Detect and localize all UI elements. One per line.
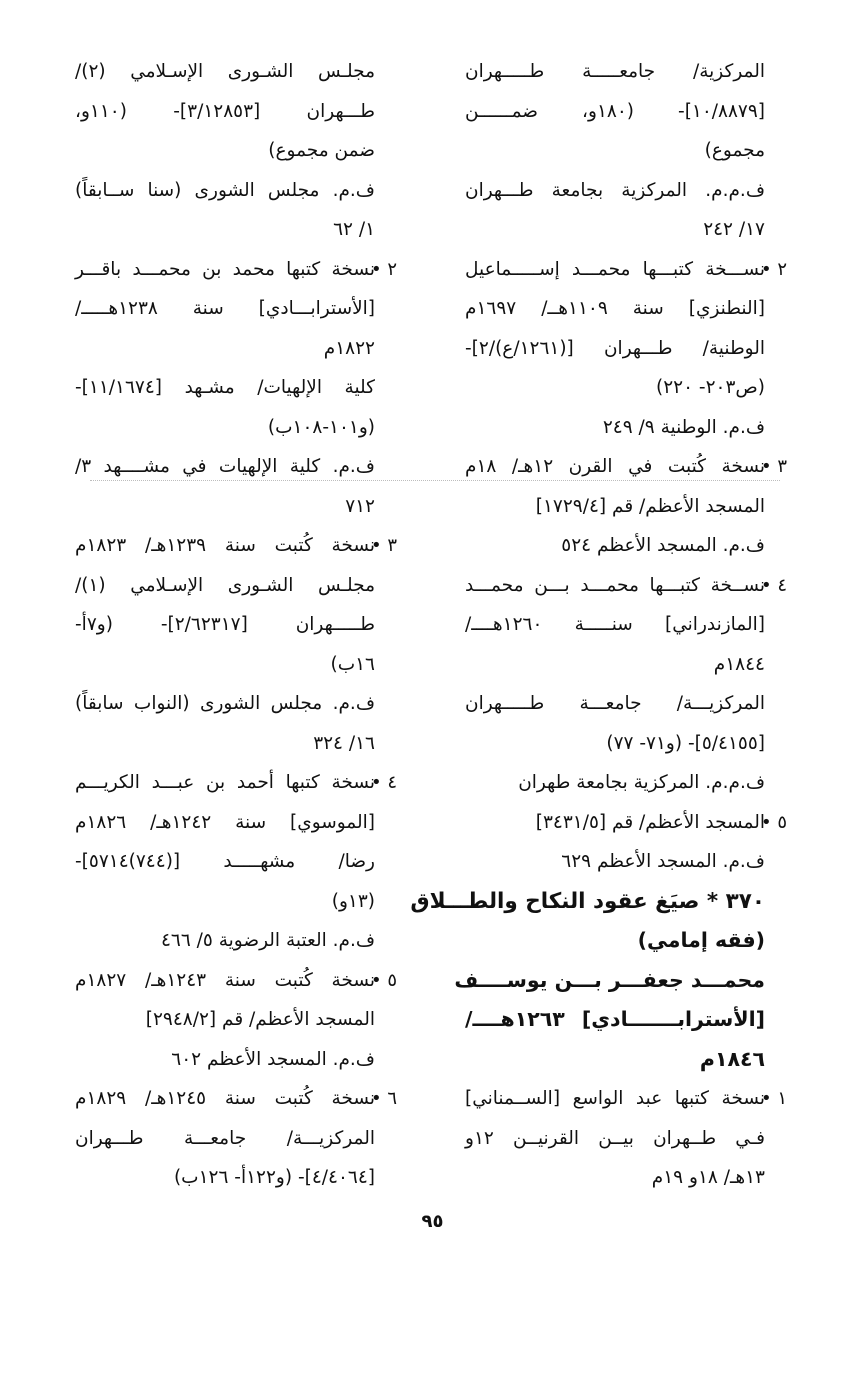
line-text: المركزيـــة/ جامعـــة طـــــهران (465, 693, 765, 714)
line-text: نسخة كُتبت في القرن ١٢هـ/ ١٨م (465, 456, 765, 477)
line-text: [الأسترابـــــــادي] ١٢٦٣هــــ/ (465, 1007, 765, 1031)
text-line (75, 92, 375, 132)
text-line (465, 408, 765, 448)
line-text: ٧١٢ (345, 495, 375, 517)
text-line (75, 1158, 375, 1198)
line-text: (١٣و) (331, 890, 375, 912)
text-line (465, 52, 765, 92)
line-text: مجلـس الشـورى الإسـلامي (٢)/ (75, 61, 375, 82)
entry-number: ٣ • (760, 456, 787, 477)
line-text: [٤/٤٠٦٤]- (و١٢٢أ- ١٢٦ب) (173, 1167, 375, 1188)
text-line (75, 447, 375, 487)
text-line (410, 882, 765, 922)
entry-number: ١ • (760, 1088, 787, 1109)
text-line (465, 250, 787, 290)
text-line (75, 210, 375, 250)
text-line (465, 605, 765, 645)
left-column (75, 52, 397, 1198)
line-text: المركزية/ جامعـــــة طـــــهران (465, 61, 765, 82)
text-line (75, 487, 375, 527)
text-line (465, 803, 787, 843)
text-line (75, 408, 375, 448)
line-text: (و١٠١-١٠٨ب) (267, 416, 375, 438)
right-column (410, 52, 787, 1198)
line-text: المسجد الأعظم/ قم [٢٩٤٨/٢] (145, 1009, 375, 1030)
text-line (75, 52, 375, 92)
text-line (465, 526, 765, 566)
line-text: (فقه إمامي) (637, 928, 765, 952)
line-text: ف.م.م. المركزية بجامعة طـــهران (465, 179, 765, 201)
line-text: ف.م. المسجد الأعظم ٥٢٤ (561, 535, 765, 556)
text-line (75, 645, 375, 685)
text-line (465, 92, 765, 132)
line-text: طـــــهران [٢/٦٢٣١٧]- (و٧أ- (75, 614, 375, 635)
text-line (75, 250, 397, 290)
text-line (75, 171, 375, 211)
text-line (465, 487, 765, 527)
text-line (75, 1079, 397, 1119)
line-text: [١٠/٨٨٧٩]- (١٨٠و، ضمــــــن (465, 100, 765, 122)
line-text: ف.م. مجلس الشورى (النواب سابقاً) (75, 693, 375, 714)
line-text: [المازندراني] سنـــــة ١٢٦٠هــــ/ (465, 614, 765, 635)
text-line (465, 684, 765, 724)
line-text: ف.م. الوطنية ٩/ ٢٤٩ (602, 416, 765, 438)
text-line (465, 171, 765, 211)
text-line (465, 447, 787, 487)
text-line (465, 724, 765, 764)
text-line (465, 210, 765, 250)
line-text: ف.م. المسجد الأعظم ٦٢٩ (561, 851, 765, 872)
line-text: كلية الإلهيات/ مشـهد [١١/١٦٧٤]- (75, 377, 375, 398)
text-line (75, 526, 397, 566)
entry-number: ٤ • (370, 772, 397, 793)
text-line (465, 368, 765, 408)
entry-number: ٢ • (760, 258, 787, 280)
line-text: [الأسترابـــادي] سنة ١٢٣٨هـــــ/ (75, 298, 375, 319)
line-text: محمـــد جعفـــر بـــن يوســــف (454, 967, 765, 992)
text-line (75, 763, 397, 803)
entry-number: ٢ • (370, 258, 397, 280)
text-line (465, 131, 765, 171)
entry-number: ٤ • (760, 574, 787, 596)
text-line (465, 1000, 765, 1040)
line-text: المسجد الأعظم/ قم [٣٤٣١/٥] (535, 811, 765, 833)
line-text: نسخة كتبها أحمد بن عبـــد الكريـــم (75, 772, 375, 793)
line-text: رضا/ مشهـــــد [(٧٤٤)٥٧١٤]- (75, 851, 375, 872)
text-line (465, 1040, 765, 1080)
text-line (465, 842, 765, 882)
line-text: ١٨٢٢م (323, 337, 375, 359)
line-text: ف.م.م. المركزية بجامعة طهران (518, 772, 765, 793)
line-text: نسخة كتبها عبد الواسع [الســمناني] (465, 1088, 765, 1109)
text-line (465, 566, 787, 606)
text-line (75, 1000, 375, 1040)
line-text: نسخة كُتبت سنة ١٢٤٥هـ/ ١٨٢٩م (75, 1088, 375, 1109)
text-line (75, 882, 375, 922)
entry-number: ٥ • (370, 969, 397, 991)
entry-number: ٣ • (370, 535, 397, 556)
line-text: ف.م. العتبة الرضوية ٥/ ٤٦٦ (160, 930, 375, 951)
text-line (465, 1158, 765, 1198)
line-text: [٥/٤١٥٥]- (و٧١- ٧٧) (606, 732, 765, 754)
text-line (75, 1040, 375, 1080)
line-text: ف.م. مجلس الشورى (سنا ســابقاً) (75, 179, 375, 201)
text-line (75, 803, 375, 843)
entry-number: ٥ • (760, 811, 787, 833)
entry-number: ٦ • (370, 1088, 397, 1109)
line-text: ١٧/ ٢٤٢ (703, 219, 765, 240)
line-text: ١٣هـ/ ١٨و ١٩م (651, 1167, 765, 1188)
line-text: [الموسوي] سنة ١٢٤٢هـ/ ١٨٢٦م (75, 811, 375, 833)
line-text: ١٨٤٤م (713, 653, 765, 675)
line-text: المركزيـــة/ جامعـــة طـــهران (75, 1127, 375, 1149)
text-line (75, 289, 375, 329)
line-text: المسجد الأعظم/ قم [١٧٢٩/٤] (535, 495, 765, 517)
line-text: مجلـس الشـورى الإسـلامي (١)/ (75, 574, 375, 596)
line-text: ١٦ب) (330, 653, 375, 675)
text-line (465, 645, 765, 685)
line-text: الوطنية/ طـــهران [(١٢٦١/ع)/٢]- (465, 337, 765, 359)
line-text: ١٦/ ٣٢٤ (313, 732, 375, 754)
line-text: ف.م. المسجد الأعظم ٦٠٢ (171, 1048, 375, 1070)
line-text: طـــهران [٣/١٢٨٥٣]- (١١٠و، (75, 100, 375, 122)
line-text: (ص٢٠٣- ٢٢٠) (656, 377, 765, 398)
line-text: [النطنزي] سنة ١١٠٩هــ/ ١٦٩٧م (465, 298, 765, 319)
line-text: ف.م. كلية الإلهيات في مشــــهد ٣/ (75, 456, 375, 477)
line-text: ٣٧٠ * صيَغ عقود النكاح والطـــلاق (410, 888, 765, 914)
text-line (75, 605, 375, 645)
text-line (465, 289, 765, 329)
line-text: نســـخة كتبـــها محمـــد إســـــماعيل (465, 258, 765, 280)
text-line (75, 961, 397, 1001)
text-line (465, 1119, 765, 1159)
text-line (465, 763, 765, 803)
text-line (465, 329, 765, 369)
text-line (75, 724, 375, 764)
text-line (75, 921, 375, 961)
text-line (75, 842, 375, 882)
line-text: نســخة كتبـــها محمـــد بـــن محمـــد (465, 574, 765, 596)
text-line (75, 1119, 375, 1159)
line-text: ضمن مجموع) (268, 140, 375, 161)
text-line (465, 921, 765, 961)
page-number: ٩٥ (421, 1211, 444, 1232)
text-line (75, 684, 375, 724)
line-text: نسخة كُتبت سنة ١٢٣٩هـ/ ١٨٢٣م (75, 535, 375, 556)
text-line (465, 1079, 787, 1119)
line-text: ١٨٤٦م (699, 1046, 765, 1071)
text-line (454, 961, 765, 1001)
text-line (75, 329, 375, 369)
line-text: نسخة كتبها محمد بن محمـــد باقـــر (75, 258, 375, 280)
line-text: ١/ ٦٢ (333, 219, 375, 240)
text-line (75, 566, 375, 606)
text-line (75, 131, 375, 171)
line-text: فـي طــهران بيــن القرنيــن ١٢و (465, 1127, 765, 1149)
line-text: مجموع) (704, 140, 765, 161)
line-text: نسخة كُتبت سنة ١٢٤٣هـ/ ١٨٢٧م (75, 969, 375, 991)
text-line (75, 368, 375, 408)
